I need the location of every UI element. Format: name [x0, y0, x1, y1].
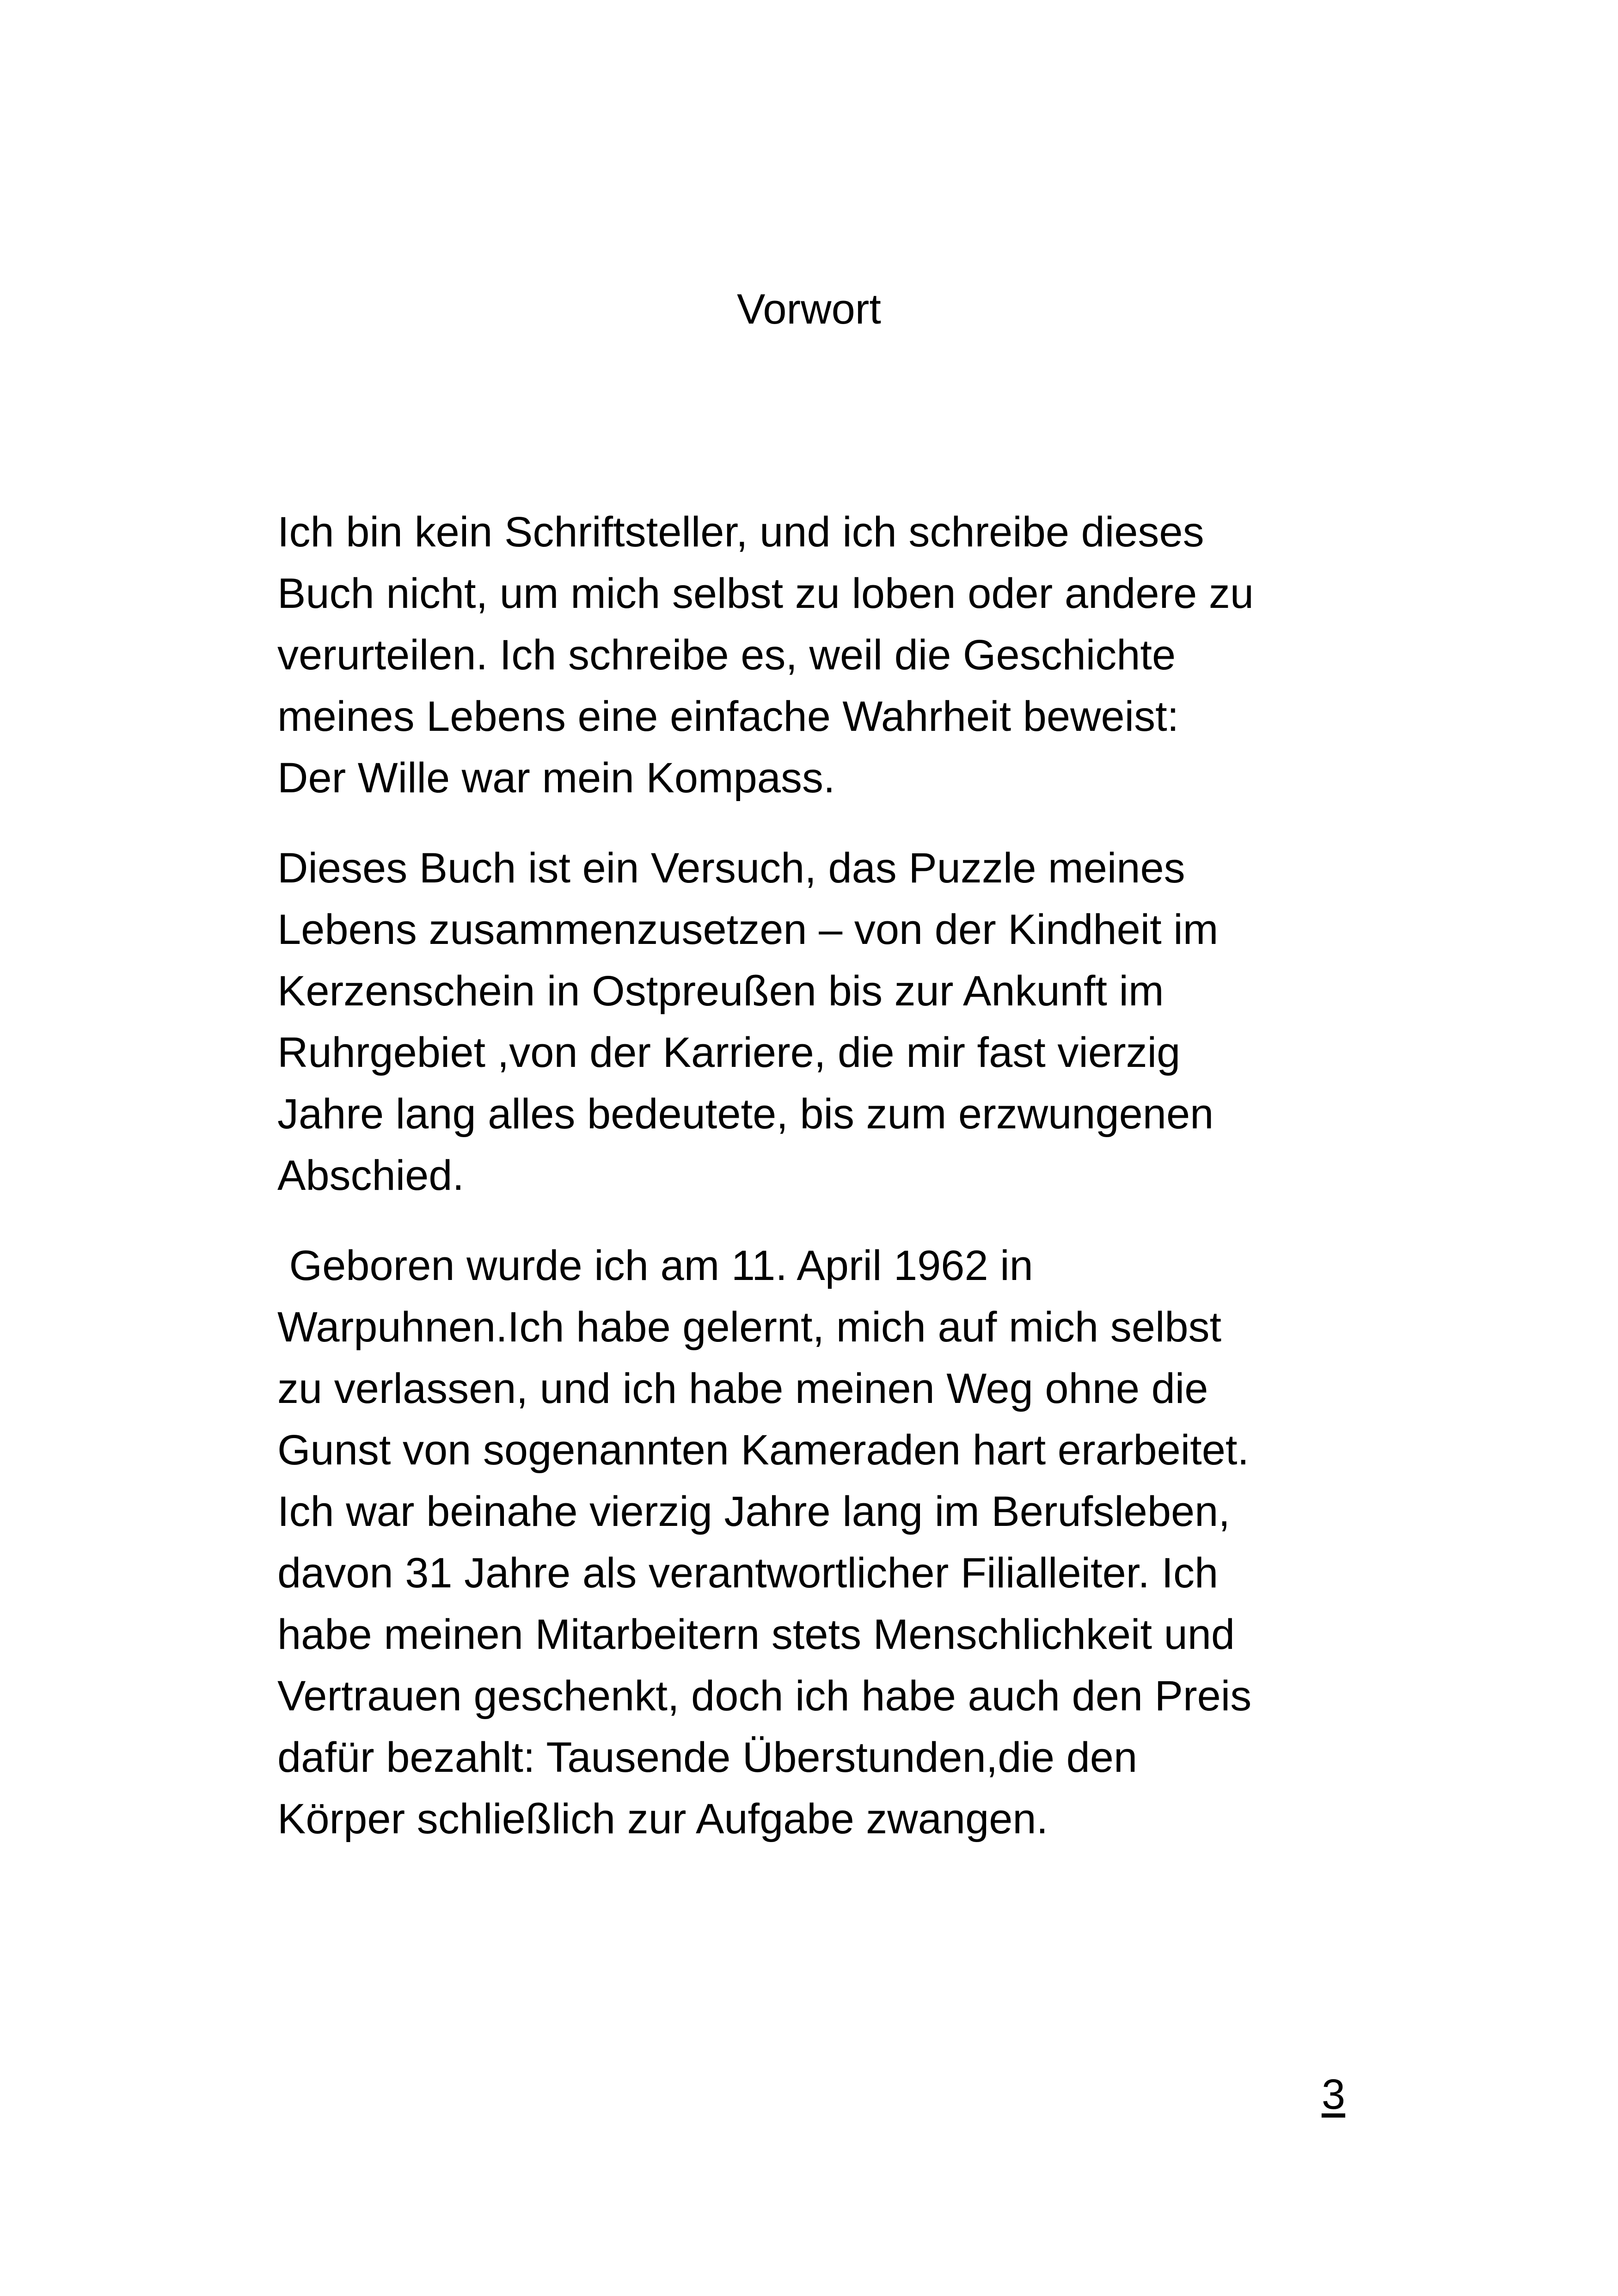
text-line: habe meinen Mitarbeitern stets Menschlichkeit und — [277, 1611, 1235, 1658]
text-line: Gunst von sogenannten Kameraden hart erarbeitet. — [277, 1427, 1250, 1474]
text-line: Vertrauen geschenkt, doch ich habe auch den Preis — [277, 1672, 1252, 1720]
text-line: Buch nicht, um mich selbst zu loben oder andere zu — [277, 570, 1254, 617]
page-number: 3 — [1321, 2071, 1345, 2118]
text-line: Warpuhnen.Ich habe gelernt, mich auf mich selbst — [277, 1304, 1222, 1351]
text-line: Dieses Buch ist ein Versuch, das Puzzle meines — [277, 845, 1185, 892]
text-line: meines Lebens eine einfache Wahrheit beweist: — [277, 693, 1179, 740]
text-line: Kerzenschein in Ostpreußen bis zur Ankunft im — [277, 967, 1164, 1015]
text-line: dafür bezahlt: Tausende Überstunden,die den — [277, 1734, 1138, 1781]
text-line: Jahre lang alles bedeutete, bis zum erzwungenen — [277, 1090, 1214, 1138]
text-line: Körper schließlich zur Aufgabe zwangen. — [277, 1795, 1048, 1843]
text-line: Lebens zusammenzusetzen – von der Kindheit im — [277, 906, 1219, 953]
paragraph — [277, 838, 1359, 1206]
body-text — [277, 502, 1359, 1850]
text-line: Ich bin kein Schriftsteller, und ich schreibe dieses — [277, 508, 1204, 556]
text-line: Ruhrgebiet ,von der Karriere, die mir fast vierzig — [277, 1029, 1181, 1076]
text-line: Abschied. — [277, 1152, 465, 1199]
text-line: Geboren wurde ich am 11. April 1962 in — [277, 1242, 1033, 1289]
text-line: davon 31 Jahre als verantwortlicher Filialleiter. Ich — [277, 1549, 1219, 1597]
text-line: verurteilen. Ich schreibe es, weil die Geschichte — [277, 631, 1176, 679]
paragraph — [277, 502, 1359, 809]
page-title: Vorwort — [737, 286, 881, 333]
paragraph — [277, 1235, 1359, 1850]
text-line: Ich war beinahe vierzig Jahre lang im Berufsleben, — [277, 1488, 1230, 1535]
text-line: Der Wille war mein Kompass. — [277, 754, 835, 802]
text-line: zu verlassen, und ich habe meinen Weg ohne die — [277, 1365, 1208, 1412]
